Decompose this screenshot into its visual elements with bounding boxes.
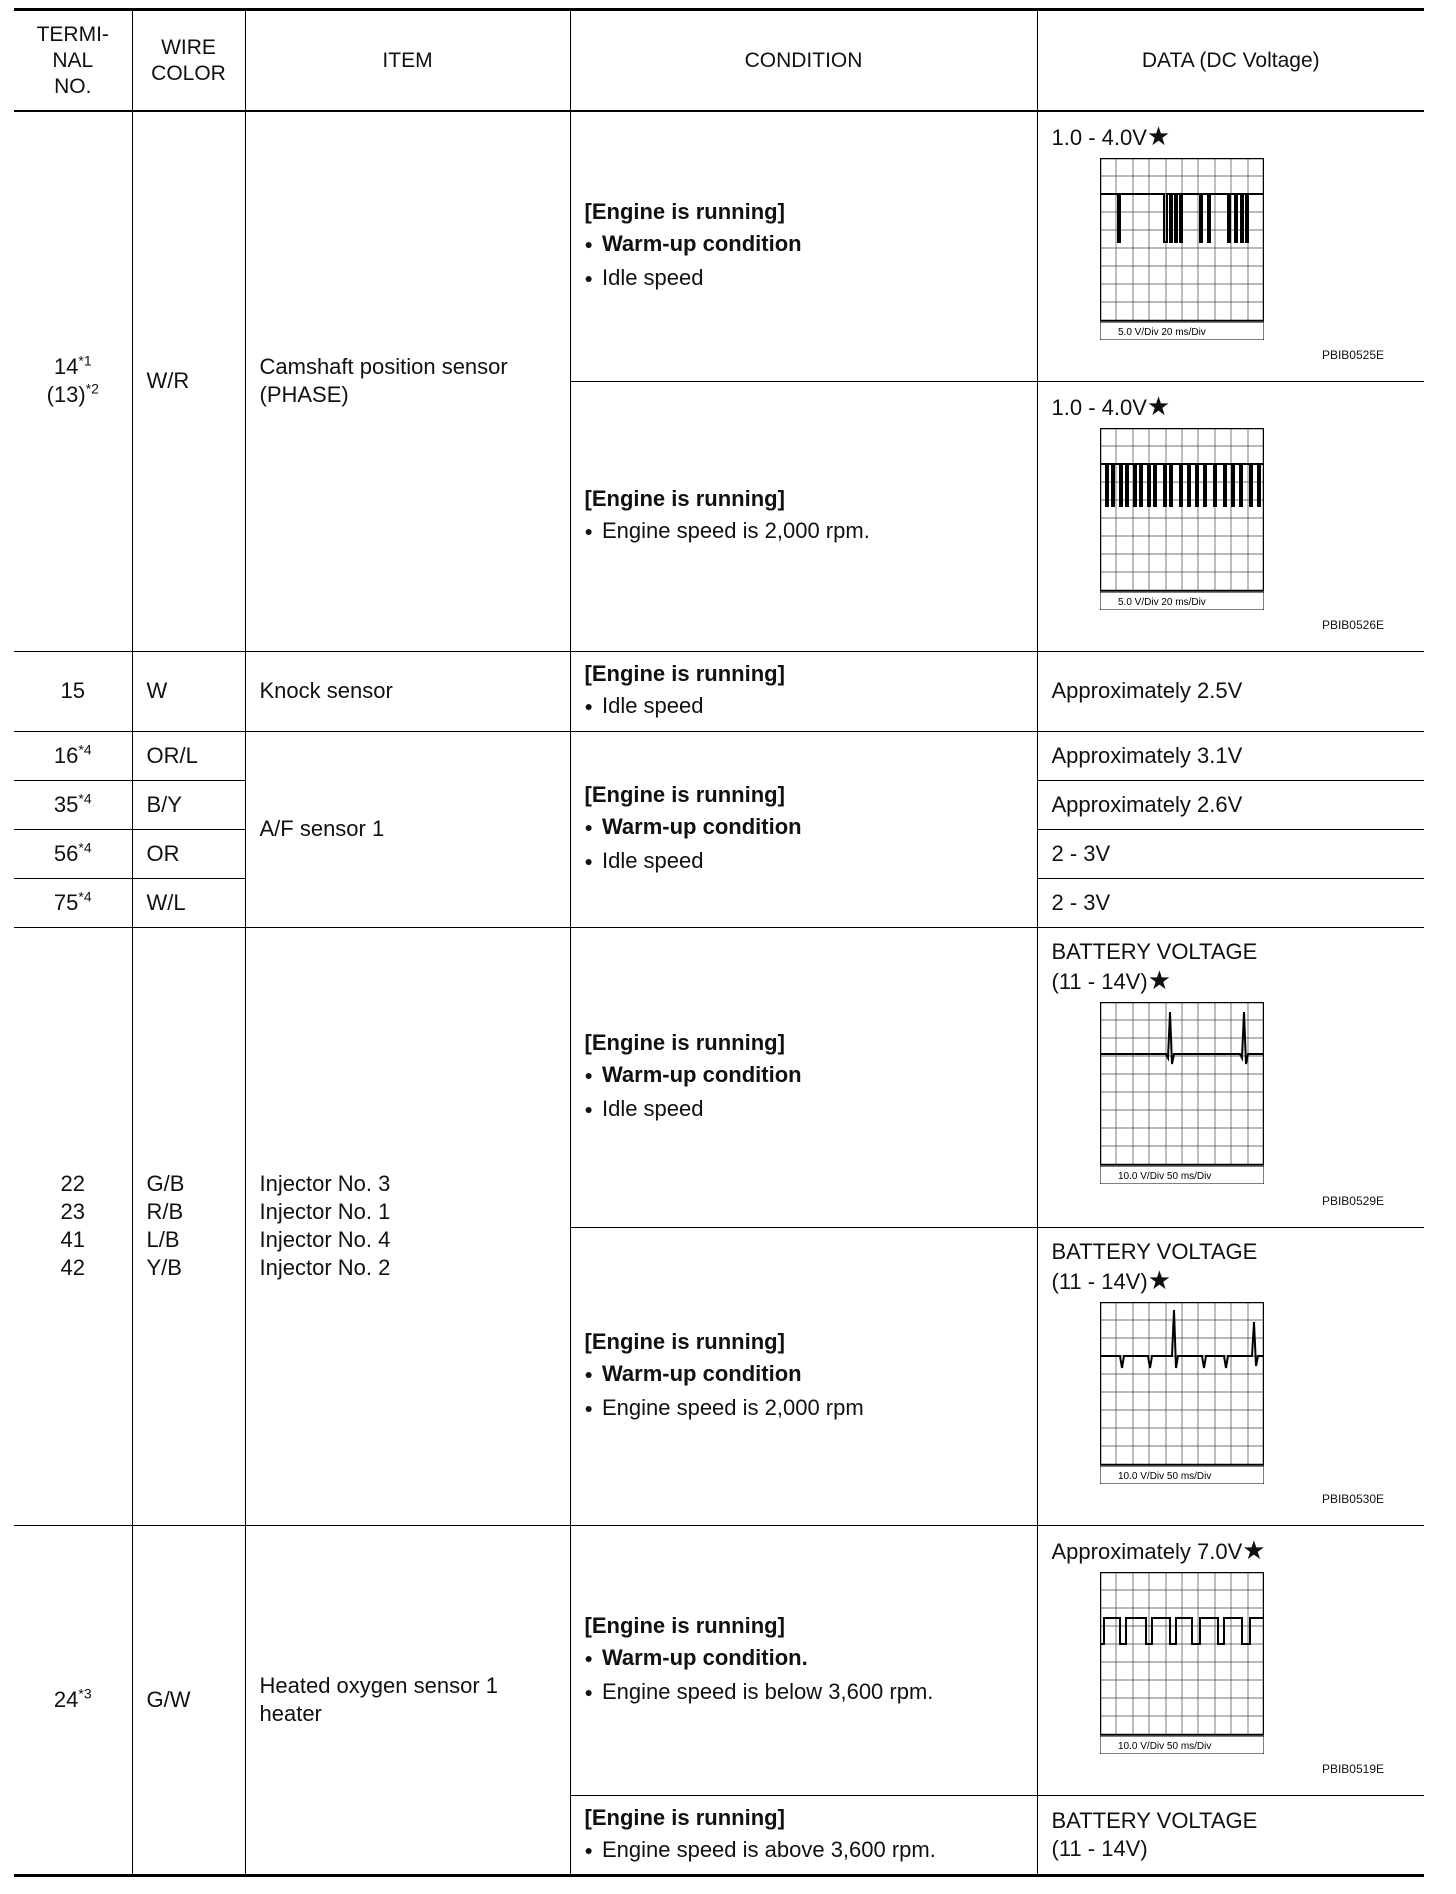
wire-color-cell: W/R [132, 111, 245, 651]
header-data: DATA (DC Voltage) [1037, 10, 1424, 112]
condition-cell: [Engine is running] ● Warm-up condition ● Engine speed is 2,000 rpm [570, 1227, 1037, 1525]
table-row [14, 1525, 1424, 1795]
header-wire-color: WIRE COLOR [132, 10, 245, 112]
data-cell: 2 - 3V [1037, 878, 1424, 927]
condition-cell: [Engine is running] ● Warm-up condition ● Idle speed [570, 927, 1037, 1227]
svg-text:5.0 V/Div 20 ms/Div: 5.0 V/Div 20 ms/Div [1117, 596, 1206, 608]
data-cell: BATTERY VOLTAGE (11 - 14V) [1037, 1795, 1424, 1875]
header-terminal: TERMI- NAL NO. [14, 10, 132, 112]
condition-cell: [Engine is running] ● Warm-up condition ● Idle speed [570, 731, 1037, 927]
wire-color-cell: W [132, 651, 245, 731]
condition-cell: [Engine is running] ● Warm-up condition. ● Engine speed is below 3,600 rpm. [570, 1525, 1037, 1795]
item-cell: Heated oxygen sensor 1 heater [245, 1525, 570, 1875]
terminal-cell: 14$^{*1}$ $(13)^{*2}$ [14, 111, 132, 651]
terminal-cell: 56$^{*4}$ [14, 829, 132, 878]
terminal-cell: 22 23 41 42 [14, 927, 132, 1525]
item-cell: A/F sensor 1 [245, 731, 570, 927]
data-cell: Approximately 7.0V★ 10.0 V/Div 50 ms/Div PBIB0519E [1037, 1525, 1424, 1795]
svg-text:10.0 V/Div 50 ms/Div: 10.0 V/Div 50 ms/Div [1117, 1170, 1211, 1182]
table-row [14, 651, 1424, 731]
item-cell: Camshaft position sensor (PHASE) [245, 111, 570, 651]
header-item: ITEM [245, 10, 570, 112]
condition-cell: [Engine is running] ● Engine speed is 2,000 rpm. [570, 381, 1037, 651]
item-cell: Injector No. 3 Injector No. 1 Injector No. 4 Injector No. 2 [245, 927, 570, 1525]
svg-text:5.0 V/Div 20 ms/Div: 5.0 V/Div 20 ms/Div [1117, 327, 1206, 338]
table-row [14, 927, 1424, 1227]
table-row [14, 111, 1424, 381]
data-cell: BATTERY VOLTAGE (11 - 14V)★ 10.0 V/Div 50 ms/Div PBIB0530E [1037, 1227, 1424, 1525]
wire-color-cell: B/Y [132, 780, 245, 829]
oscilloscope-waveform [1100, 1572, 1264, 1754]
condition-cell: [Engine is running] ● Idle speed [570, 651, 1037, 731]
terminal-cell: 75$^{*4}$ [14, 878, 132, 927]
data-cell: BATTERY VOLTAGE (11 - 14V)★ 10.0 V/Div 50 ms/Div PBIB0529E [1037, 927, 1424, 1227]
terminal-cell: 35$^{*4}$ [14, 780, 132, 829]
table-row [14, 731, 1424, 780]
terminal-cell: 24$^{*3}$ [14, 1525, 132, 1875]
wire-color-cell: G/B R/B L/B Y/B [132, 927, 245, 1525]
oscilloscope-waveform [1100, 1302, 1264, 1484]
condition-cell: [Engine is running] ● Engine speed is above 3,600 rpm. [570, 1795, 1037, 1875]
wire-color-cell: W/L [132, 878, 245, 927]
data-cell: 1.0 - 4.0V★ 5.0 V/Div 20 ms/Div PBIB0526E [1037, 381, 1424, 651]
oscilloscope-waveform [1100, 158, 1264, 340]
wire-color-cell: OR/L [132, 731, 245, 780]
terminal-cell: 15 [14, 651, 132, 731]
data-cell: Approximately 3.1V [1037, 731, 1424, 780]
oscilloscope-waveform [1100, 428, 1264, 610]
data-cell: Approximately 2.5V [1037, 651, 1424, 731]
svg-text:10.0 V/Div 50 ms/Div: 10.0 V/Div 50 ms/Div [1117, 1740, 1211, 1752]
header-condition: CONDITION [570, 10, 1037, 112]
terminal-cell: 16$^{*4}$ [14, 731, 132, 780]
wire-color-cell: OR [132, 829, 245, 878]
data-cell: 2 - 3V [1037, 829, 1424, 878]
item-cell: Knock sensor [245, 651, 570, 731]
oscilloscope-waveform [1100, 1002, 1264, 1184]
data-cell: Approximately 2.6V [1037, 780, 1424, 829]
condition-cell: [Engine is running] ● Warm-up condition ● Idle speed [570, 111, 1037, 381]
terminal-table [14, 8, 1424, 1877]
data-cell: 1.0 - 4.0V★ 5.0 V/Div 20 ms/Div PBIB0525E [1037, 111, 1424, 381]
svg-text:10.0 V/Div 50 ms/Div: 10.0 V/Div 50 ms/Div [1117, 1470, 1211, 1482]
wire-color-cell: G/W [132, 1525, 245, 1875]
header-row [14, 10, 1424, 112]
